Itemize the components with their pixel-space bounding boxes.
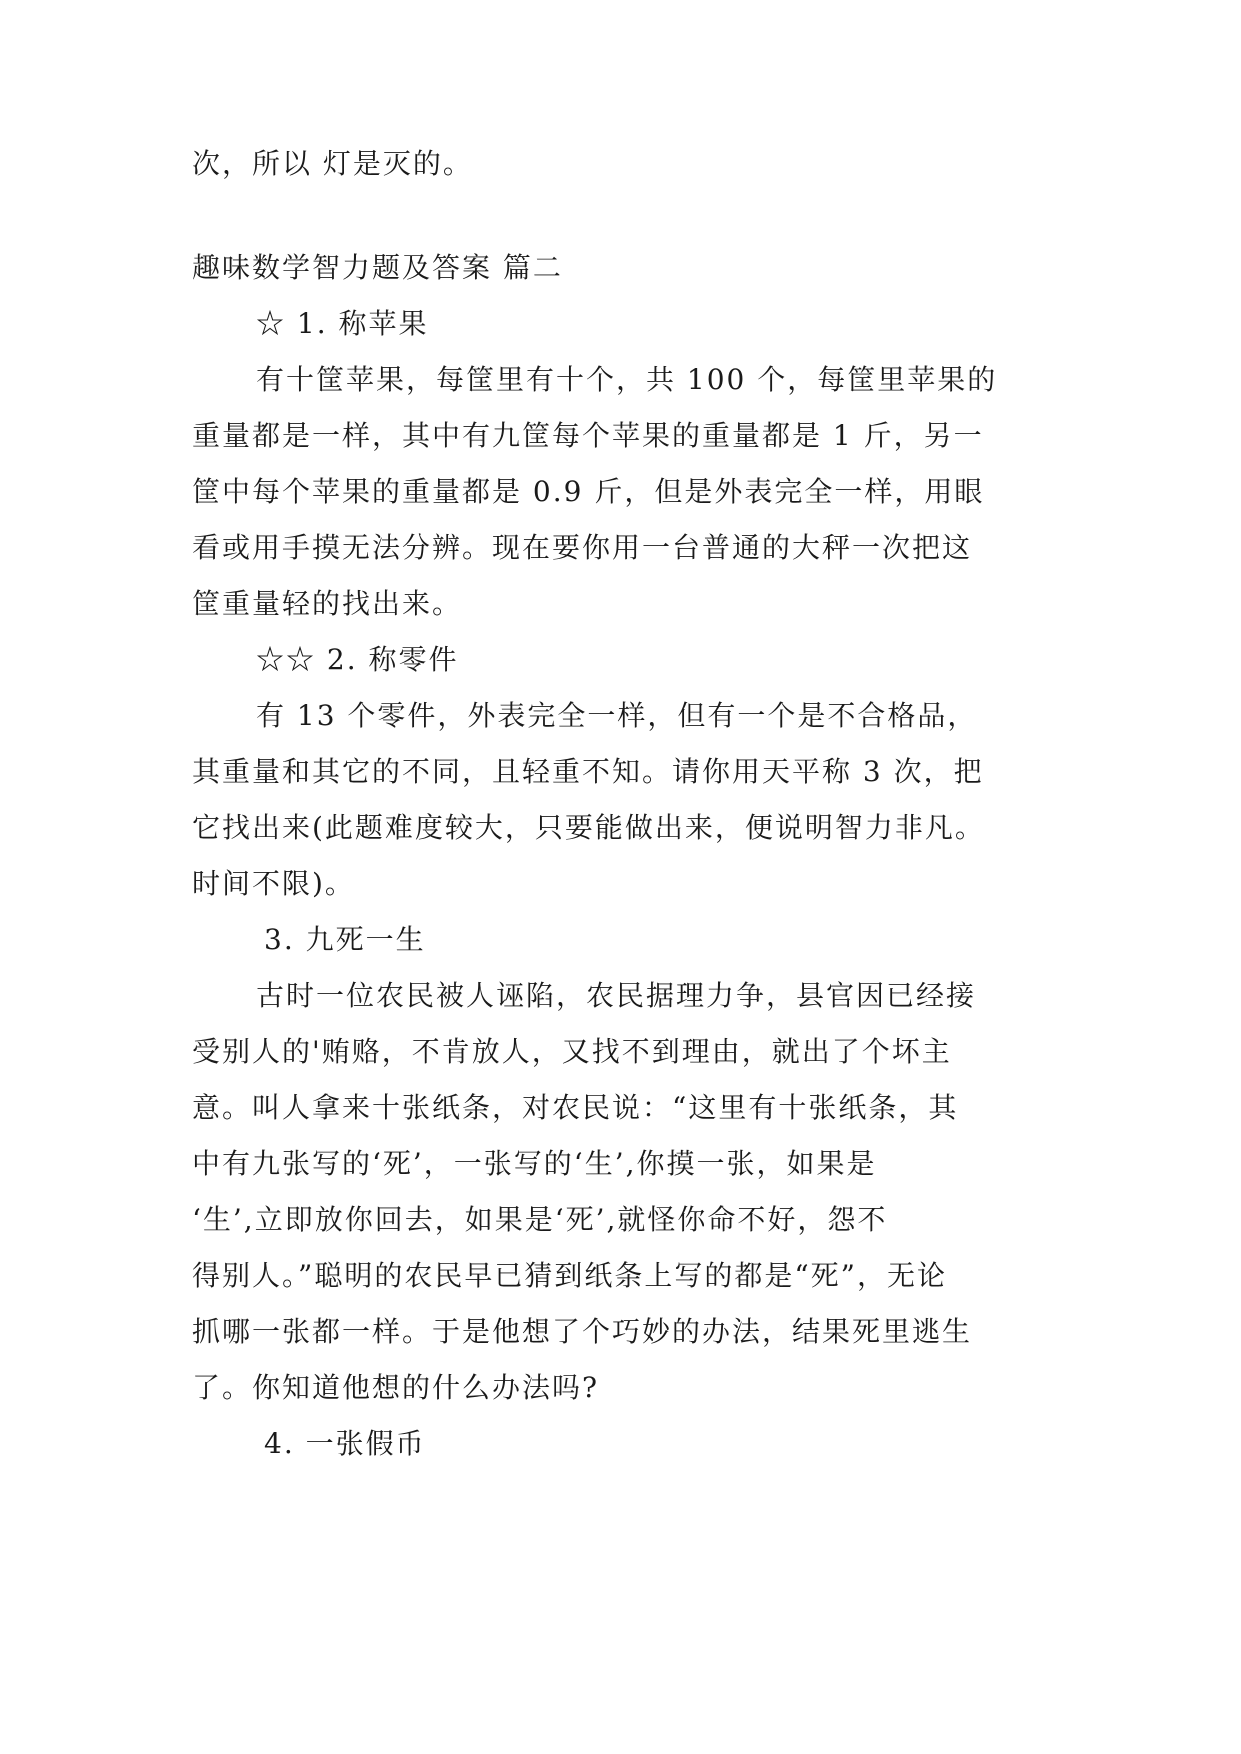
paragraph-line: 时间不限)。: [192, 867, 355, 900]
paragraph-line: 重量都是一样，其中有九筐每个苹果的重量都是 1 斤，另一: [192, 419, 984, 452]
paragraph-line: 意。叫人拿来十张纸条，对农民说：“这里有十张纸条，其: [192, 1091, 959, 1124]
section-heading: 趣味数学智力题及答案 篇二: [192, 251, 563, 284]
paragraph-line: 中有九张写的‘死’，一张写的‘生’,你摸一张，如果是: [192, 1147, 877, 1180]
paragraph-line: 它找出来(此题难度较大，只要能做出来，便说明智力非凡。: [192, 811, 985, 844]
paragraph-line: 其重量和其它的不同，且轻重不知。请你用天平称 3 次，把: [192, 755, 984, 788]
paragraph-line: 筐重量轻的找出来。: [192, 587, 463, 620]
paragraph-line: 筐中每个苹果的重量都是 0.9 斤，但是外表完全一样，用眼: [192, 475, 985, 508]
paragraph-line: ‘生’,立即放你回去，如果是‘死’,就怪你命不好，怨不: [192, 1203, 888, 1236]
paragraph-line: 看或用手摸无法分辨。现在要你用一台普通的大秤一次把这: [192, 531, 973, 564]
problem-title: 3. 九死一生: [264, 923, 426, 956]
paragraph-line: 得别人。”聪明的农民早已猜到纸条上写的都是“死”，无论: [192, 1259, 947, 1292]
paragraph-line: 了。你知道他想的什么办法吗?: [192, 1371, 600, 1404]
problem-title: ☆ 1. 称苹果: [256, 307, 429, 340]
problem-title: 4. 一张假币: [264, 1427, 426, 1460]
paragraph-line: 次，所以 灯是灭的。: [192, 147, 473, 180]
paragraph-line: 受别人的'贿赂，不肯放人，又找不到理由，就出了个坏主: [192, 1035, 952, 1068]
paragraph-line: 有 13 个零件，外表完全一样，但有一个是不合格品，: [256, 699, 978, 732]
problem-title: ☆☆ 2. 称零件: [256, 643, 459, 676]
paragraph-line: 抓哪一张都一样。于是他想了个巧妙的办法，结果死里逃生: [192, 1315, 973, 1348]
paragraph-line: 古时一位农民被人诬陷，农民据理力争，县官因已经接: [256, 979, 977, 1012]
paragraph-line: 有十筐苹果，每筐里有十个，共 100 个，每筐里苹果的: [256, 363, 998, 396]
